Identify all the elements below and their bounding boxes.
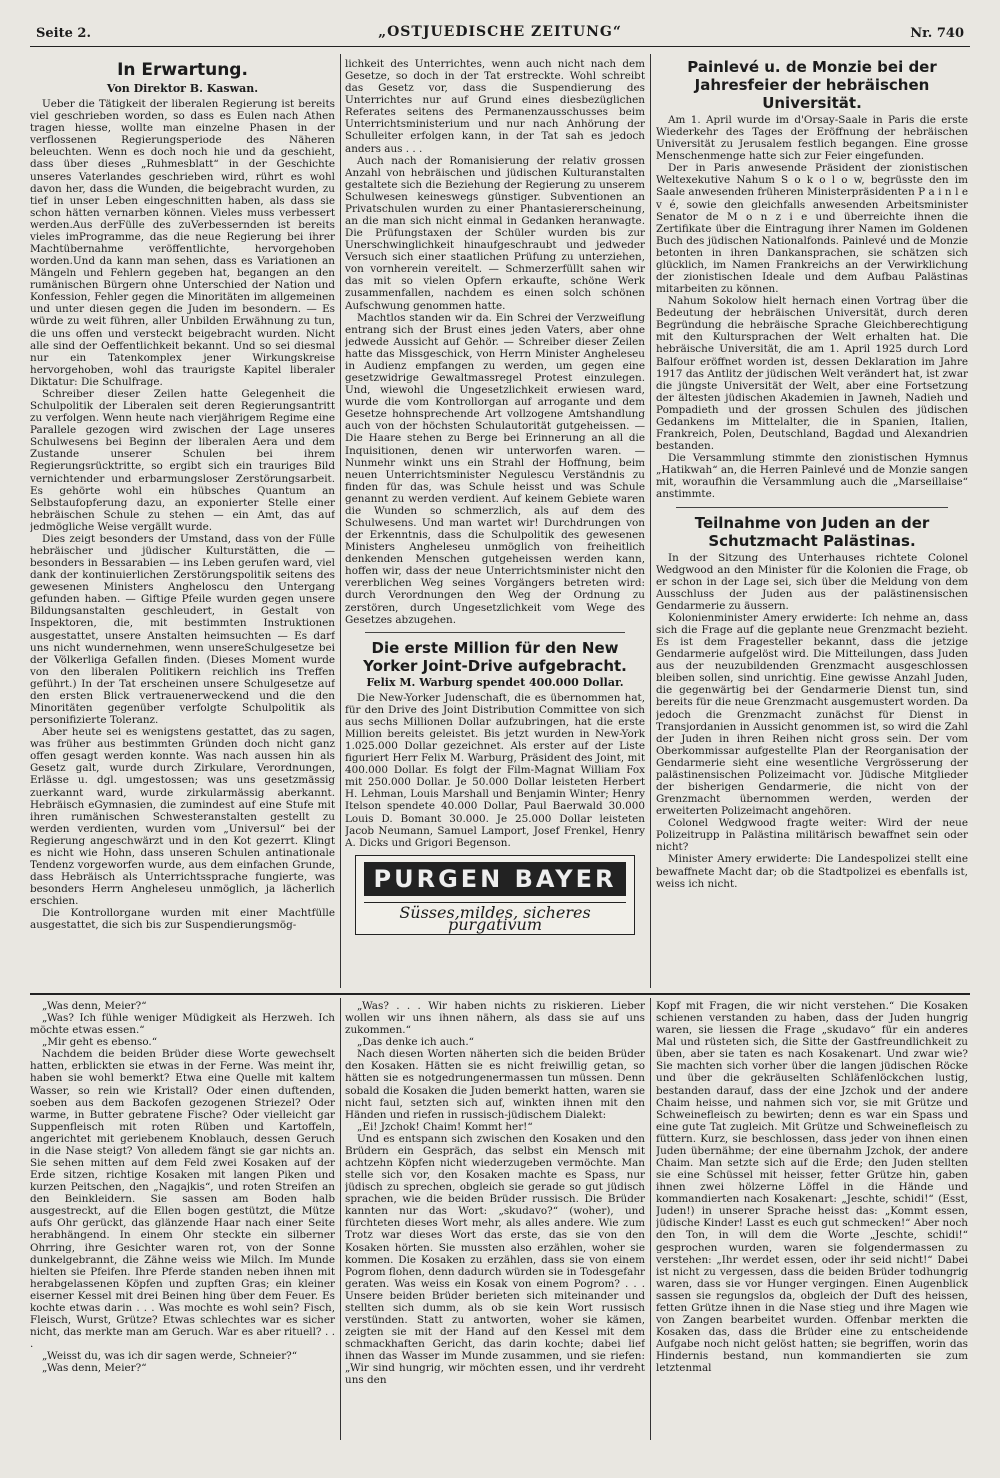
article-byline: Von Direktor B. Kaswan.: [106, 82, 259, 95]
ad-slogan: Süsses,mildes, sicheres purgativum: [364, 902, 626, 931]
article-paragraph: Dies zeigt besonders der Umstand, dass von der Fülle hebräischer und jüdischer Kulturstätten, die — besonders in Bessarabien — ins Leben gerufen ward, viel dank der kontinuierlichen Zerstörungspolitik seitens des gewesenen Ministers Angheloscu den Untergang gefunden haben. — Giftige Pfeile wurden gegen unsere Bildungsanstalten geschleudert, in Gestalt von Inspektoren, die, mit bestimmten Instruktionen ausgestattet, unsere Anstalten heimsuchten — Es darf uns nicht wundernehmen, wenn unsereSchulgesetze bei der Völkerliga Gefallen finden. (Dieses Moment wurde von den liberalen Politikern reichlich ins Treffen geführt.) In der Tat erscheinen unsere Schulgesetze auf den ersten Blick vertrauenerweckend und die den Minoritäten gegenüber verfolgte Schulpolitik als personifizierte Toleranz.: [30, 532, 335, 727]
story-paragraph: „Weisst du, was ich dir sagen werde, Schneier?“: [42, 1350, 298, 1363]
newspaper-masthead: „OSTJUEDISCHE ZEITUNG“: [378, 24, 622, 40]
column-divider: [340, 998, 341, 1440]
feuilleton-divider: [30, 993, 970, 995]
article-paragraph: Aber heute sei es wenigstens gestattet, das zu sagen, was früher aus bestimmten Gründen doch nicht ganz offen gesagt werden konnte. Was nach aussen hin als Gesetz galt, wurde durch Zirkulare, Verordnungen, Erlässe u. dgl. umgestossen; was uns gesetzmässig zuerkannt ward, wurde zirkularmässig aberkannt. Hebräisch eGymnasien, die zumindest auf eine Stufe mit ihren rumänischen Schwesteranstalten gestellt zu werden verdienten, wurden vom „Universul“ bei der Regierung angeschwärzt und in den Kot gezerrt. Klingt es nicht wie Hohn, dass unseren Schulen antinationale Tendenz vorgeworfen wurde, aus dem einfachen Grunde, dass Hebräisch als Unterrichtssprache fungierte, was besonders Herrn Angheleseu unmöglich, ja lächerlich erschien.: [30, 726, 335, 908]
story-paragraph: Nach diesen Worten näherten sich die beiden Brüder den Kosaken. Hätten sie es nicht freiwillig getan, so hätten sie es notgedrungenermassen tun müssen. Denn sobald die Kosaken die Juden bemerkt hatten, waren sie nicht faul, setzten sich auf, winkten ihnen mit den Händen und riefen in russisch-jüdischem Dialekt:: [345, 1048, 645, 1121]
column-divider: [650, 998, 651, 1440]
feuilleton-column-2: [345, 1000, 645, 1440]
painleve-headline: Painlevé u. de Monzie bei der Jahresfeier der hebräischen Universität.: [687, 58, 937, 112]
story-paragraph: „Ei! Jzchok! Chaim! Kommt her!“: [357, 1120, 533, 1133]
article-paragraph: Am 1. April wurde im d'Orsay-Saale in Paris die erste Wiederkehr des Tages der Eröffnung der hebräischen Universität zu Jerusalem festlich begangen. Eine grosse Menschenmenge hatte sich zur Feier eingefunden.: [656, 114, 968, 163]
issue-number: Nr. 740: [910, 26, 964, 41]
column-divider: [650, 54, 651, 988]
story-paragraph: „Was denn, Meier?“: [42, 1000, 147, 1012]
story-paragraph: „Mir geht es ebenso.“: [42, 1036, 158, 1049]
ad-brand: PURGEN BAYER: [364, 862, 626, 896]
article-continuation: [345, 58, 645, 988]
article-paragraph: Die Kontrollorgane wurden mit einer Machtfülle ausgestattet, die sich bis zur Suspendierungsmög-: [30, 907, 335, 932]
feuilleton-column-1: [30, 1000, 335, 1440]
article-paragraph: Die Versammlung stimmte den zionistischen Hymnus „Hatikwah“ an, die Herren Painlevé und de Monzie sangen mit, woraufhin die Versammlung auch die „Marseillaise“ anstimmte.: [656, 452, 968, 501]
schutzmacht-headline: Teilnahme von Juden an der Schutzmacht Palästinas.: [694, 513, 930, 550]
article-paragraph: Ueber die Tätigkeit der liberalen Regierung ist bereits viel geschrieben worden, so dass es Eulen nach Athen tragen hiesse, wollte man einzelne Phasen in der verflossenen Regierungsperiode des Näheren beleuchten. Wenn es doch noch hie und da geschieht, dass über dieses „Ruhmesblatt“ in der Geschichte unseres Vaterlandes geschrieben wird, rührt es wohl davon her, dass die Wunden, die beigebracht wurden, zu tief in unser Leben eingeschnitten haben, als dass sie schon hätten vernarben können. Vieles muss verbessert werden.Aus derFülle des zuVerbessernden ist bereits vieles imProgramme, das die neue Regierung bei ihrer Machtübernahme veröffentlichte, hervorgehoben worden.Und da kann man sehen, dass es Variationen an Mängeln und Fehlern gegeben hat, begangen an den rumänischen Bürgern ohne Unterschied der Nation und Konfession, Fehler gegen die Minoritäten im allgemeinen und unter diesen gegen die Juden im besondern. — Es würde zu weit führen, aller Unbilden Erwähnung zu tun, die uns offen und versteckt beigebracht wurden. Nicht alle sind der Oeffentlichkeit bekannt. Und so sei diesmal nur ein Tatenkomplex jener Wirkungskreise hervorgehoben, wohl das traurigste Kapitel liberaler Diktatur: Die Schulfrage.: [30, 98, 335, 388]
article-paragraph: Nahum Sokolow hielt hernach einen Vortrag über die Bedeutung der hebräischen Universität, durch deren Begründung die hebräische Sprache Gleichberechtigung mit den Kultursprachen der Welt erhalten hat. Die hebräische Universität, die am 1. April 1925 durch Lord Balfour eröffnet worden ist, dessen Deklaration im Jahre 1917 das Antlitz der jüdischen Welt verändert hat, ist zwar die jüngste Universität der Welt, aber eine Fortsetzung der ältesten jüdischen Akademien in Jawneh, Nadieh und Pompadieth und der grossen Schulen des jüdischen Gedankens im Mittelalter, die in Spanien, Italien, Frankreich, Polen, Deutschland, Bagdad und Alexandrien bestanden.: [656, 295, 968, 453]
story-paragraph: Und es entspann sich zwischen den Kosaken und den Brüdern ein Gespräch, das selbst ein Mensch mit achtzehn Köpfen nicht wiederzugeben vermöchte. Man stelle sich vor, den Kosaken machte es Spass, nur jüdisch zu sprechen, obgleich sie gerade so gut jüdisch sprachen, wie die beiden Brüder russisch. Die Brüder kannten nur das Wort: „skudavo?“ (woher), und fürchteten dieses Wort mehr, als alles andere. Wie zum Trotz war dieses Wort das erste, das sie von den Kosaken hörten. Sie mussten also erzählen, woher sie kommen. Die Kosaken zu erzählen, dass sie von einem Pogrom flohen, denn dadurch würden sie in Todesgefahr geraten. Was weiss ein Kosak von einem Pogrom? . . . Unsere beiden Brüder berieten sich miteinander und stellten sich dumm, als ob sie kein Wort russisch verstünden. Statt zu antworten, woher sie kämen, zeigten sie mit der Hand auf den Kessel mit dem schmackhaften Gericht, das darin kochte; dabei lief ihnen das Wasser im Munde zusammen, und sie riefen: „Wir sind hungrig, wir möchten essen, und ihr verdreht uns den: [345, 1132, 645, 1387]
section-rule: [676, 507, 948, 508]
joint-drive-headline: Die erste Million für den New Yorker Joint-Drive aufgebracht.: [363, 638, 627, 675]
page-header: [30, 22, 970, 47]
article-paragraph: Minister Amery erwiderte: Die Landespolizei stellt eine bewaffnete Macht dar; ob die Stadtpolizei es ebenfalls ist, weiss ich nicht.: [656, 853, 968, 890]
article-in-erwartung: [30, 58, 335, 988]
story-paragraph: Nachdem die beiden Brüder diese Worte gewechselt hatten, erblickten sie etwas in der Ferne. Was meint ihr, haben sie wohl bemerkt? Etwa eine Quelle mit kaltem Wasser, so rein wie Kristall? Oder einen duftenden, soeben aus dem Backofen gezogenen Striezel? Oder warme, in Butter gebratene Fische? Oder vielleicht gar Suppenfleisch mit roten Rüben und Kartoffeln, angerichtet mit geriebenem Knoblauch, dessen Geruch in die Nase steigt? Von alledem fängt sie gar nichts an. Sie sehen mitten auf dem Feld zwei Kosaken auf der Erde sitzen, richtige Kosaken mit langen Piken und kurzen Peitschen, den „Nagajkis“, und roten Streifen an den Beinkleidern. Sie sassen am Boden halb ausgestreckt, auf die Ellen bogen gestützt, die Mütze aufs Ohr gerückt, das glänzende Haar nach einer Seite herabhängend. In einem Ohr steckte ein silberner Ohrring, ihre Gesichter waren rot, von der Sonne dunkelgebrannt, die Zähne weiss wie Milch. Im Munde hielten sie Pfeifen. Ihre Pferde standen neben ihnen mit herabgelassenen Köpfen und zupften Gras; ein kleiner eiserner Kessel mit drei Beinen hing über dem Feuer. Es kochte etwas darin . . . Was mochte es wohl sein? Fisch, Fleisch, Wurst, Grütze? Etwas schlechtes war es sicher nicht, das merkte man am Geruch. War es aber rituell? . . .: [30, 1048, 335, 1351]
article-paragraph: Colonel Wedgwood fragte weiter: Wird der neue Polizeitrupp in Palästina militärisch bewaffnet sein oder nicht?: [656, 817, 968, 854]
article-paragraph: Auch nach der Romanisierung der relativ grossen Anzahl von hebräischen und jüdischen Kulturanstalten gestaltete sich die Beziehung der Regierung zu unserem Schulwesen keineswegs günstiger. Subventionen an Privatschulen wurden zu einer Phantasiererscheinung, an die man sich nicht einmal in Gedanken heranwagte. Die Prüfungstaxen der Schüler wurden bis zur Unerschwinglichkeit hinaufgeschraubt und jedweder Versuch sich einer staatlichen Prüfung zu unterziehen, von vornherein vereitelt. — Schmerzerfüllt sahen wir das mit so vielen Opfern erkaufte, schöne Werk zusammenfallen, nachdem es einen solch schönen Aufschwung genommen hatte.: [345, 154, 645, 312]
joint-drive-subhead: Felix M. Warburg spendet 400.000 Dollar.: [366, 675, 624, 689]
page-number-label: Seite 2.: [36, 26, 91, 41]
article-paragraph: lichkeit des Unterrichtes, wenn auch nicht nach dem Gesetze, so doch in der Tat erstreckte. Wohl schreibt das Gesetz vor, dass die Suspendierung des Unterrichtes nur auf Grund eines diesbezüglichen Referates seitens des Permanenzausschusses beim Unterrichtsministerium und nur nach Anhörung der Schulleiter erfolgen kann, in der Tat sah es jedoch anders aus . . .: [345, 58, 645, 155]
purgen-advertisement: [355, 855, 635, 935]
article-headline: In Erwartung.: [117, 60, 248, 80]
article-paragraph: Machtlos standen wir da. Ein Schrei der Verzweiflung entrang sich der Brust eines jeden Vaters, aber ohne jedwede Aussicht auf Gehör. — Schreiber dieser Zeilen hatte das Missgeschick, von Herrn Minister Angheleseu in Audienz empfangen zu werden, um gegen eine gesetzwidrige Gewaltmassregel Protest einzulegen. Und, wiewohl die Ungesetzlichkeit erwiesen ward, wurde die vom Kontrollorgan auf arrogante und dem Gesetze hohnsprechende Art vollzogene Amtshandlung auch von der höchsten Schulautorität gutgeheissen. — Die Haare stehen zu Berge bei Erinnerung an all die Inquisitionen, denen wir unterworfen waren. — Nunmehr winkt uns ein Strahl der Hoffnung, beim neuen Unterrichtsminister Negulescu Verständnis zu finden für das, was Schule heisst und was Schule genannt zu werden verdient. Auf keinem Gebiete waren die Wunden so schmerzlich, als auf dem des Schulwesens. Und man wartet wir! Durchdrungen von der Erkenntnis, dass die Schulpolitik des gewesenen Ministers Angheleseu unmöglich von freiheitlich denkenden Menschen gutgeheissen werden kann, hoffen wir, dass der neue Unterrichtsminister nicht den vererblichen Weg seines Vorgängers betreten wird: durch Verordnungen den Weg der Ordnung zu zerstören, durch Ungesetzlichkeit vom Wege des Gesetzes abzugehen.: [345, 311, 645, 626]
article-paragraph: In der Sitzung des Unterhauses richtete Colonel Wedgwood an den Minister für die Kolonien die Frage, ob er schon in der Lage sei, sich über die Meldung von dem Ausschluss der Juden aus der palästinensischen Gendarmerie zu äussern.: [656, 551, 968, 612]
story-paragraph: Kopf mit Fragen, die wir nicht verstehen.“ Die Kosaken schienen verstanden zu haben, dass der Juden hungrig waren, sie liessen die Frage „skudavo“ für ein anderes Mal und rüsteten sich, die Sitte der Gastfreundlichkeit zu üben, aber sie taten es nach Kosakenart. Und zwar wie? Sie machten sich vorher über die langen jüdischen Röcke und über die gekräuselten Schläfenlöckchen lustig, bestanden darauf, dass der eine Jzchok und der andere Chaim heisse, und nahmen sich vor, sie mit Grütze und Schweinefleisch zu bewirten; denn es war ein Spass und eine gute Tat zugleich. Mit Grütze und Schweinefleisch zu füttern. Kurz, sie beschlossen, dass jeder von ihnen einen Juden übernähme; der eine übernahm Jzchok, der andere Chaim. Man setzte sich auf die Erde; den Juden stellten sie eine Schüssel mit heisser, fetter Grütze hin, gaben ihnen zwei hölzerne Löffel in die Hände und kommandierten nach Kosakenart: „Jeschte, schidi!“ (Esst, Juden!) in unserer Sprache heisst das: „Kommt essen, jüdische Kinder! Lasst es euch gut schmecken!“ Aber noch den Ton, in will dem die Worte „Jeschte, schidi!“ gesprochen wurden, waren sie folgendermassen zu verstehen: „Ihr werdet essen, oder ihr seid nicht!“ Dabei ist nicht zu vergessen, dass die beiden Brüder todhungrig waren, dass sie vor Hunger vergingen. Einen Augenblick sassen sie regungslos da, obgleich der Duft des heissen, fetten Grütze ihnen in die Nase stieg und ihre Magen wie von Zangen bearbeitet wurden. Offenbar merkten die Kosaken das, dass die Brüder eine zu entscheidende Aufgabe noch nicht gelöst hatten; sie begriffen, worin das Hindernis bestand, nun kommandierten sie zum letztenmal: [656, 1000, 968, 1375]
section-rule: [365, 632, 625, 633]
article-paragraph: Der in Paris anwesende Präsident der zionistischen Weltexekutive Nahum S o k o l o w, begrüsste den im Saale anwesenden früheren Ministerpräsidenten P a i n l e v é, sowie den gleichfalls anwesenden Arbeitsminister Senator de M o n z i e und überreichte ihnen die Zertifikate über die Eintragung ihrer Namen im Goldenen Buch des jüdischen Nationalfonds. Painlevé und de Monzie betonten in ihren Dankansprachen, sie schätzen sich glücklich, im Namen Frankreichs an der Verwirklichung der zionistischen Ideale und dem Aufbau Palästinas mitarbeiten zu können.: [656, 162, 968, 296]
feuilleton-column-3: [656, 1000, 968, 1440]
article-painleve: [656, 58, 968, 988]
article-paragraph: Schreiber dieser Zeilen hatte Gelegenheit die Schulpolitik der Liberalen seit deren Regierungsantritt zu verfolgen. Wenn heute nach vierjährigem Regime eine Parallele gezogen wird zwischen der Lage unseres Schulwesens bei Beginn der liberalen Aera und dem Zustande unserer Schulen bei ihrem Regierungsrücktritte, so ergibt sich ein trauriges Bild vernichtender und erbarmungsloser Zerstörungsarbeit. Es gehörte wohl ein hübsches Quantum an Selbstaufopferung dazu, an exponierter Stelle einer hebräischen Schule zu stehen — ein Amt, das auf jedmögliche Weise vergällt wurde.: [30, 387, 335, 533]
story-paragraph: „Was? . . . Wir haben nichts zu riskieren. Lieber wollen wir uns ihnen nähern, als dass sie auf uns zukommen.“: [345, 1000, 645, 1037]
article-paragraph: Kolonienminister Amery erwiderte: Ich nehme an, dass sich die Frage auf die geplante neue Grenzmacht bezieht. Es ist dem Fragesteller bekannt, dass die jetzige Gendarmerie aufgelöst wird. Die Mitteilungen, dass Juden aus der neuzubildenden Grenzmacht ausgeschlossen bleiben sollen, sind unrichtig. Eine gewisse Anzahl Juden, die gegenwärtig bei der Gendarmerie Dienst tun, sind bereits für die neue Grenzmacht ausgemustert worden. Da jedoch die Grenzmacht zunächst für Dienst in Transjordanien in Aussicht genommen ist, so wird die Zahl der Juden in ihren Reihen nicht gross sein. Der vom Oberkommissar aufgestellte Plan der Reorganisation der Gendarmerie sieht eine wesentliche Vergrösserung der palästinensischen Polizeimacht vor. Jüdische Mitglieder der bisherigen Gendarmerie, die nicht von der Grenzmacht übernommen werden, werden der erweiterten Polizeimacht angehören.: [656, 611, 968, 818]
story-paragraph: „Das denke ich auch.“: [357, 1036, 474, 1049]
story-paragraph: „Was denn, Meier?“: [42, 1362, 147, 1375]
story-paragraph: „Was? Ich fühle weniger Müdigkeit als Herzweh. Ich möchte etwas essen.“: [30, 1012, 335, 1037]
column-divider: [340, 54, 341, 988]
article-paragraph: Die New-Yorker Judenschaft, die es übernommen hat, für den Drive des Joint Distribution Committee von sich aus sechs Millionen Dollar aufzubringen, hat die erste Million bereits geleistet. Bis jetzt wurden in New-York 1.025.000 Dollar gezeichnet. Als erster auf der Liste figuriert Herr Felix M. Warburg, Präsident des Joint, mit 400.000 Dollar. Es folgt der Film-Magnat William Fox mit 250.000 Dollar. Je 50.000 Dollar leisteten Herbert H. Lehman, Louis Marshall und Benjamin Winter; Henry Itelson spendete 40.000 Dollar, Paul Baerwald 30.000 Louis D. Bomant 30.000. Je 25.000 Dollar leisteten Jacob Neumann, Samuel Lamport, Josef Frenkel, Henry A. Dicks und Grigori Begenson.: [345, 691, 645, 849]
